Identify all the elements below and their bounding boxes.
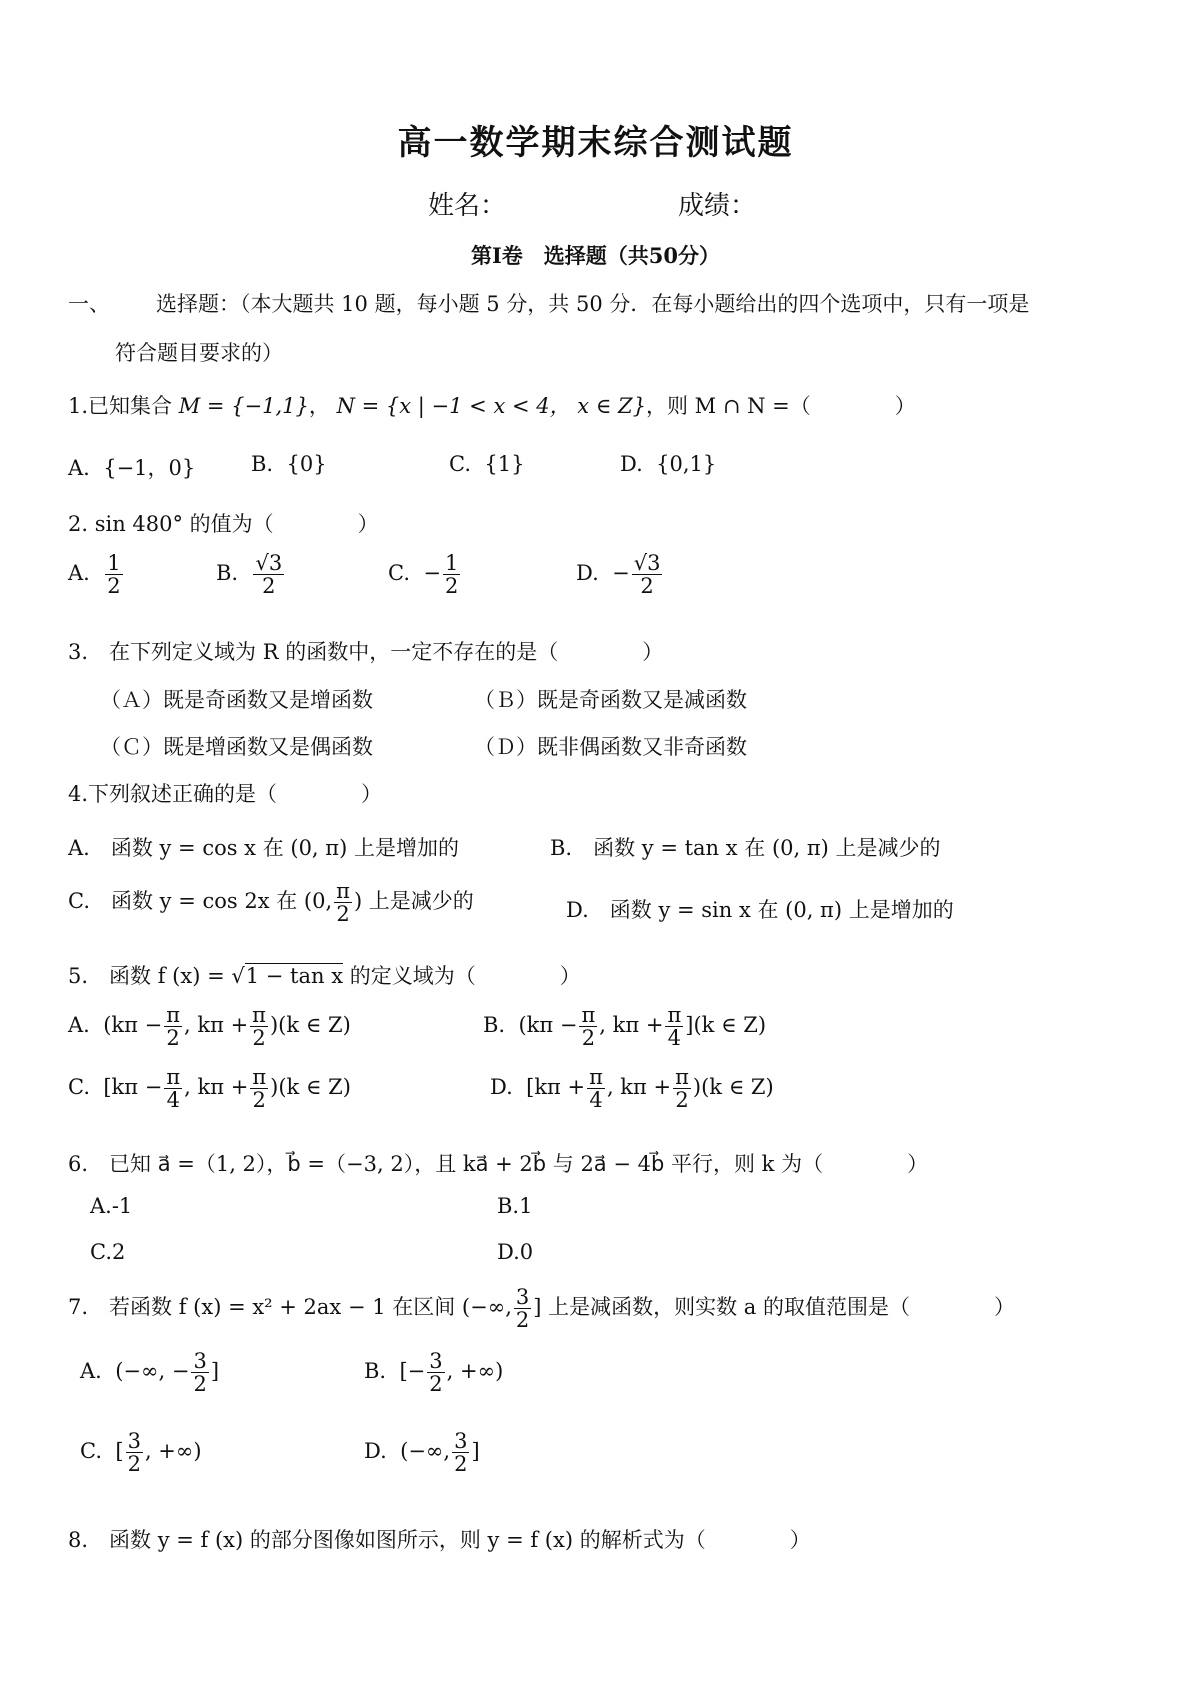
q3-option-d: （Ｄ）既非偶函数又非奇函数 (474, 735, 747, 759)
q6-option-a: A.-1 (90, 1194, 133, 1218)
q2-option-c: C. − $\frac{1}{2}$ (388, 551, 459, 599)
instructions-line-1: 选择题：（本大题共 10 题，每小题 5 分，共 50 分．在每小题给出的四个选项中，只有一项是 (156, 292, 1030, 316)
question-7-stem: 7. 若函数 f (x) = x² + 2ax − 1 在区间 (−∞, $\frac{3}{2}$ ] 上是减函数，则实数 a 的取值范围是（ ） (68, 1285, 1016, 1333)
q4-option-c: C. 函数 y = cos 2x 在 (0, $\frac{\pi}{2}$ ) 上是减少的 (68, 879, 474, 927)
q5-option-c: C. [kπ − $\frac{\pi}{4}$ , kπ + $\frac{\pi}{2}$ )(k ∈ Z) (68, 1065, 351, 1113)
q1-set-m: M = {−1,1} (178, 394, 309, 418)
q4-option-a: A. 函数 y = cos x 在 (0, π) 上是增加的 (68, 836, 459, 860)
q1-option-d: D. {0,1} (620, 452, 717, 476)
instructions-line-2: 符合题目要求的） (115, 341, 283, 365)
q3-option-c: （Ｃ）既是增函数又是偶函数 (100, 735, 373, 759)
question-2-stem: 2. sin 480° 的值为（ ） (68, 512, 379, 536)
q7-option-a: A. (−∞, − $\frac{3}{2}$ ] (80, 1349, 220, 1397)
q3-option-b: （Ｂ）既是奇函数又是减函数 (474, 688, 747, 712)
q1-option-b: B. {0} (251, 452, 327, 476)
question-8-stem: 8. 函数 y = f (x) 的部分图像如图所示，则 y = f (x) 的解析式为（ ） (68, 1528, 811, 1552)
q7-option-c: C. [ $\frac{3}{2}$ , +∞) (80, 1429, 202, 1477)
q1-option-a: A. {−1，0} (68, 456, 196, 480)
question-5-stem: 5. 函数 f (x) = √1 − tan x 的定义域为（ ） (68, 964, 581, 988)
question-1-stem: 1.已知集合 M = {−1,1}， N = {x | −1 < x < 4， x ∈ Z}，则 M ∩ N =（ ） (68, 394, 916, 418)
q1-option-c: C. {1} (449, 452, 525, 476)
question-6-stem: 6. 已知 a⃗ =（1, 2），b⃗ =（−3, 2），且 ka⃗ + 2b⃗ 与 2a⃗ − 4b⃗ 平行，则 k 为（ ） (68, 1152, 929, 1176)
q1-set-n: N = {x | −1 < x < 4， x ∈ Z} (336, 394, 646, 418)
q6-option-c: C.2 (90, 1240, 126, 1264)
q5-option-d: D. [kπ + $\frac{\pi}{4}$ , kπ + $\frac{\pi}{2}$ )(k ∈ Z) (490, 1065, 774, 1113)
instructions-number: 一、 (68, 292, 110, 316)
name-label: 姓名： (428, 191, 507, 221)
q4-option-d: D. 函数 y = sin x 在 (0, π) 上是增加的 (566, 898, 954, 922)
q3-option-a: （Ａ）既是奇函数又是增函数 (100, 688, 373, 712)
q6-option-d: D.0 (497, 1240, 534, 1264)
q5-option-a: A. (kπ − $\frac{\pi}{2}$ , kπ + $\frac{\pi}{2}$ )(k ∈ Z) (68, 1003, 351, 1051)
q4-option-b: B. 函数 y = tan x 在 (0, π) 上是减少的 (550, 836, 941, 860)
q1-prefix: 1.已知集合 (68, 394, 173, 418)
q1-suffix: ，则 M ∩ N =（ ） (645, 394, 916, 418)
page-title: 高一数学期末综合测试题 (397, 123, 794, 163)
section-heading: 第Ⅰ卷 选择题（共50分） (470, 243, 721, 268)
q7-option-b: B. [− $\frac{3}{2}$ , +∞) (364, 1349, 504, 1397)
q7-option-d: D. (−∞, $\frac{3}{2}$ ] (364, 1429, 480, 1477)
q6-option-b: B.1 (497, 1194, 533, 1218)
q2-option-a: A. $\frac{1}{2}$ (68, 551, 121, 599)
score-label: 成绩： (678, 191, 757, 221)
question-3-stem: 3. 在下列定义域为 R 的函数中，一定不存在的是（ ） (68, 640, 664, 664)
q2-option-b: B. $\frac{√3}{2}$ (216, 551, 283, 599)
q5-option-b: B. (kπ − $\frac{\pi}{2}$ , kπ + $\frac{\pi}{4}$ ](k ∈ Z) (483, 1003, 767, 1051)
q2-option-d: D. − $\frac{√3}{2}$ (576, 551, 661, 599)
question-4-stem: 4.下列叙述正确的是（ ） (68, 782, 383, 806)
